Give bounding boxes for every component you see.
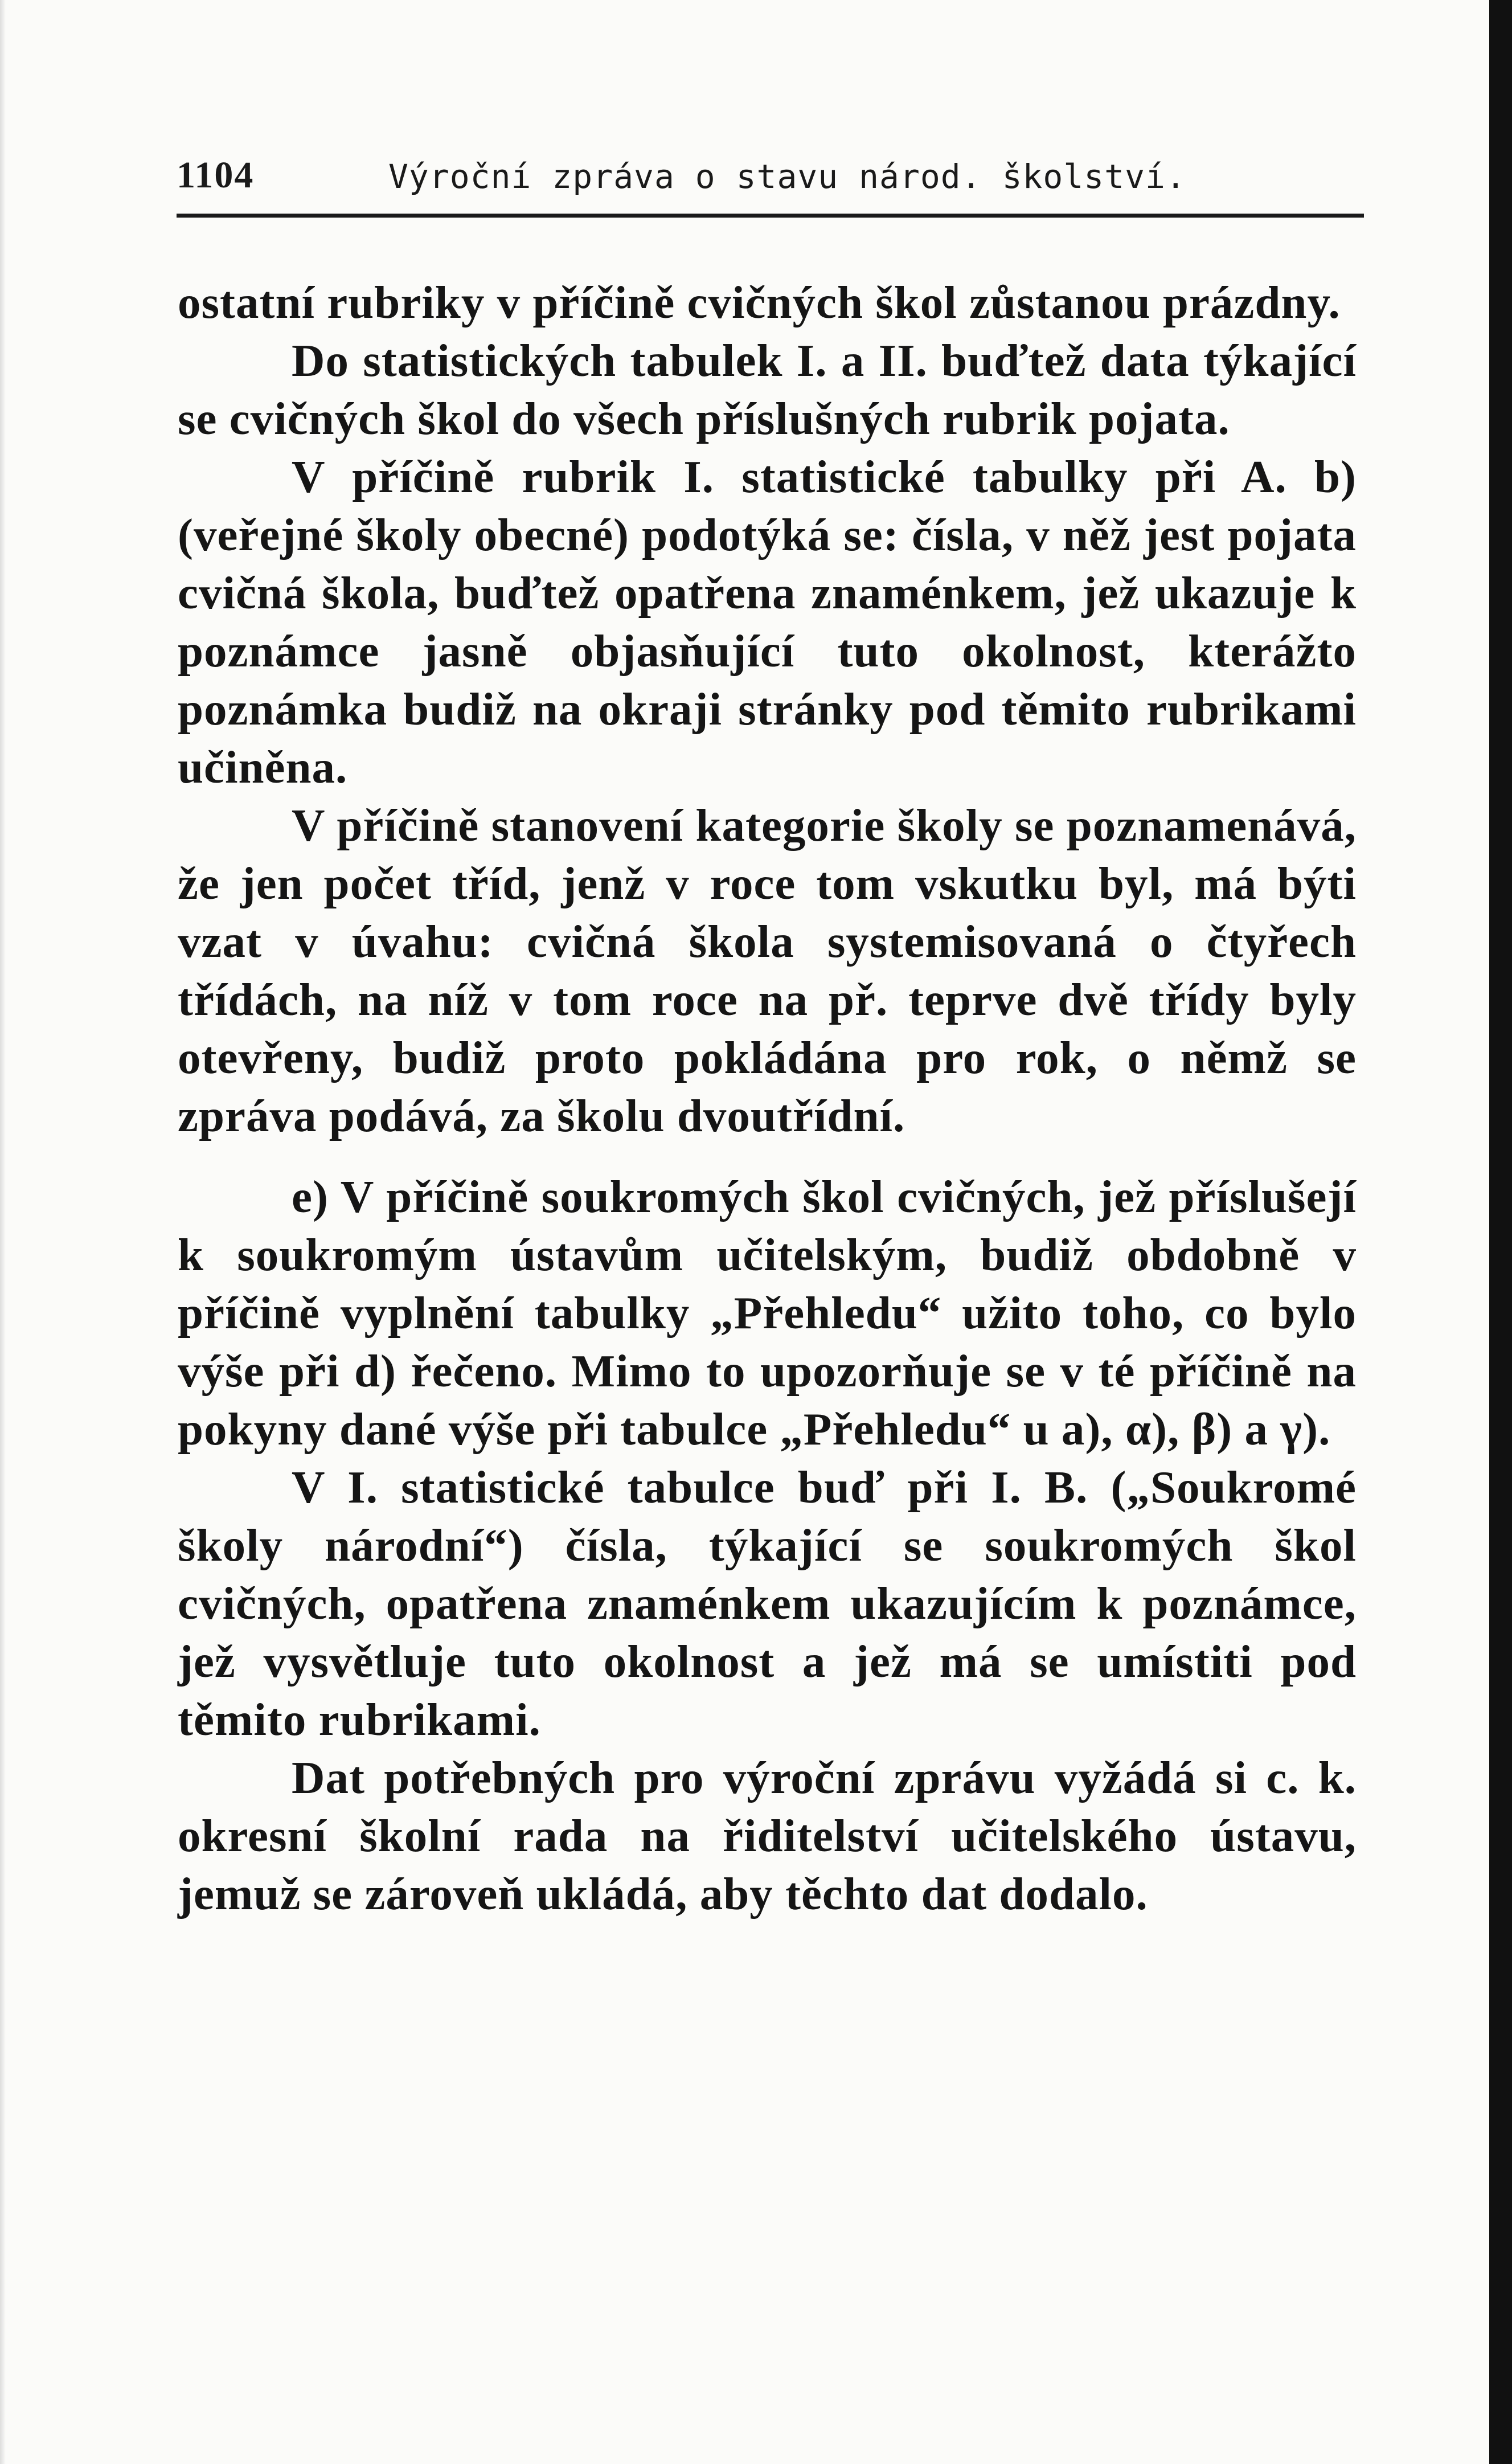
paragraph: Dat potřebných pro výroční zprávu vyžádá si c. k. okresní školní rada na řiditelství učitelského ústavu, jemuž se zároveň ukládá, aby těchto dat dodalo. — [178, 1752, 1357, 1919]
paragraph: V příčině stanovení kategorie školy se poznamenává, že jen počet tříd, jenž v roce tom vskutku byl, má býti vzat v úvahu: cvičná škola systemisovaná o čtyřech třídách, na níž v tom roce na př. teprve dvě třídy byly otevřeny, budiž proto pokládána pro rok, o němž se zpráva podává, za školu dvoutřídní. — [178, 800, 1357, 1141]
paragraph: V I. statistické tabulce buď při I. B. („Soukromé školy národní“) čísla, týkající se soukromých škol cvičných, opatřena znaménkem ukazujícím k poznámce, jež vysvětluje tuto okolnost a jež má se umístiti pod těmito rubrikami. — [178, 1462, 1357, 1745]
paragraph: ostatní rubriky v příčině cvičných škol zůstanou prázdny. — [178, 277, 1341, 328]
page-number: 1104 — [177, 154, 255, 196]
scan-border-right — [1489, 0, 1512, 2464]
body-text — [178, 273, 1357, 1923]
page-header — [177, 154, 1367, 205]
paragraph: e) V příčině soukromých škol cvičných, jež příslušejí k soukromým ústavům učitelským, budiž obdobně v příčině vyplnění tabulky „Přehledu“ užito toho, co bylo výše při d) řečeno. Mimo to upozorňuje se v té příčině na pokyny dané výše při tabulce „Přehledu“ u a), α), β) a γ). — [178, 1171, 1357, 1455]
header-rule — [177, 214, 1364, 218]
paragraph: Do statistických tabulek I. a II. buďtež data týkající se cvičných škol do všech příslušných rubrik pojata. — [178, 335, 1357, 444]
paragraph: V příčině rubrik I. statistické tabulky při A. b) (veřejné školy obecné) podotýká se: čísla, v něž jest pojata cvičná škola, buďtež opatřena znaménkem, jež ukazuje k poznámce jasně objasňující tuto okolnost, kterážto poznámka budiž na okraji stránky pod těmito rubrikami učiněna. — [178, 451, 1357, 793]
running-title: Výroční zpráva o stavu národ. školství. — [388, 157, 1186, 196]
page-edge-left — [0, 0, 6, 2464]
